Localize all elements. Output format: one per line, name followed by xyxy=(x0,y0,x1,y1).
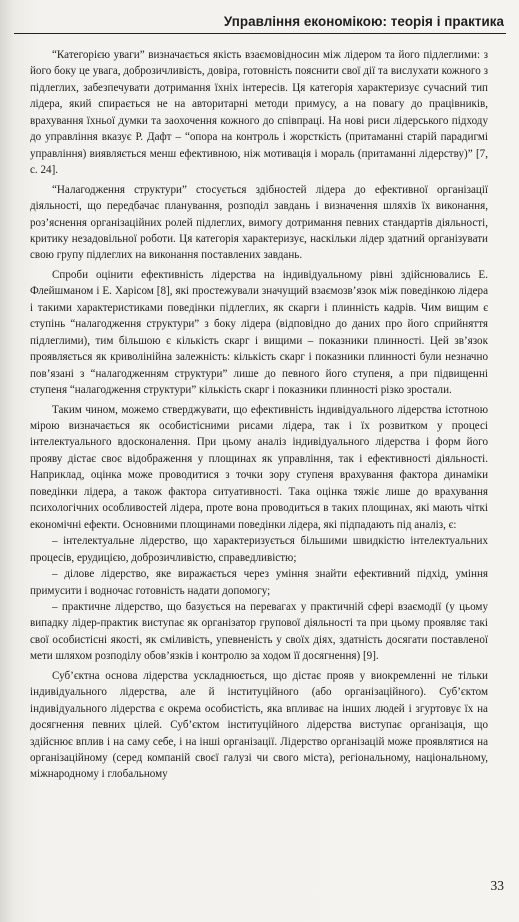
page-number: 33 xyxy=(490,878,504,893)
paragraph-attention-category: “Категорією уваги” визначається якість взаємовідносин між лідером та його підлеглими: з його боку це увага, доброзичливість, довіра, готовність пояснити свої дії та вислухати кожного з підлеглих, забезпечувати дотримання їхніх інтересів. Ця категорія характеризує сучасний тип лідера, який спирається не на авторитарні методи примусу, а на повагу до працівників, врахування їхньої думки та заохочення кожного до співпраці. На нові риси лідерського підходу до управління вказує Р. Дафт – “опора на контроль і жорсткість (притаманні старій парадигмі управління) виявляється менш ефективною, ніж мотивація і мораль (притаманні лідерству)” [7, с. 24]. xyxy=(30,49,488,177)
list-item-intellectual: – інтелектуальне лідерство, що характеризується більшими швидкістю інтелектуальних процесів, ерудицією, доброзичливістю, справедливістю; xyxy=(30,535,488,564)
list-item-practical: – практичне лідерство, що базується на перевагах у практичній сфері взаємодії (у цьому випадку лідер-практик виступає як організатор групової діяльності та при цьому проявляє такі свої особистісні якості, як сміливість, упевненість у своїх діях, здатність досягати поставленої мети шляхом розподілу обов’язків і контролю за ходом її досягнення) [9]. xyxy=(30,600,488,663)
paragraph-fleishman-harris: Спроби оцінити ефективність лідерства на індивідуальному рівні здійснювались Е. Флейшманом і Е. Харісом [8], які простежували значущий взаємозв’язок між поведінкою лідера і такими характеристиками поведінки підлеглих, як скарги і плинність кадрів. Чим вищим є ступінь “налагодження структури” з боку лідера (відповідно до даних про його сприйняття підлеглими), тим більшою є кількість скарг і вищими – показники плинності. Цей зв’язок проявляється як криволінійна залежність: кількість скарг і показники плинності були незначно пов’язані з “налагодженням структури” лише до певного його ступеня, а при підвищенні ступеня “налагодження структури” кількість скарг і показники плинності різко зростали. xyxy=(30,268,488,397)
paragraph-structure-category: “Налагодження структури” стосується здібностей лідера до ефективної організації діяльності, що передбачає планування, розподіл завдань і визначення шляхів їх виконання, роз’яснення організаційних ролей підлеглих, вимогу дотримання певних стандартів діяльності, критику незадовільної роботи. Ця категорія характеризує, наскільки лідер здатний організувати свою групу підлеглих на виконання поставлених завдань. xyxy=(30,183,488,262)
running-header: Управління економікою: теорія і практика xyxy=(223,14,504,29)
body-text xyxy=(30,47,488,783)
header-rule xyxy=(14,33,506,34)
paragraph-conclusion: Таким чином, можемо стверджувати, що ефективність індивідуального лідерства істотною мірою визначається як особистісними рисами лідера, так і їх розвитком у процесі інтелектуального вдосконалення. При цьому аналіз індивідуального лідерства і форм його прояву дістає своє відображення у площинах як управління, так і ефективності діяльності. Наприклад, оцінка може проводитися з точки зору ступеня врахування фактора динаміки поведінки лідера, а також фактора ситуативності. Така оцінка тяжіє лише до врахування психологічних особливостей лідера, проте вона проводиться в таких площинах, які мають чіткі економічні ефекти. Основними площинами поведінки лідера, які підпадають під аналіз, є: xyxy=(30,403,488,531)
paragraph-subject-basis: Суб’єктна основа лідерства ускладнюється, що дістає прояв у виокремленні не тільки індивідуального лідерства, але й інституційного (або організаційного). Суб’єктом індивідуального лідерства є окрема особистість, яка впливає на інших людей і згуртовує їх на досягнення певних цілей. Суб’єктом інституційного лідерства виступає організація, що здійснює вплив і на саму себе, і на інші організації. Лідерство організацій може проявлятися на організаційному (серед компаній своєї галузі чи свого міста), регіональному, національному, міжнародному і глобальному xyxy=(30,669,488,781)
list-item-business: – ділове лідерство, яке виражається через уміння знайти ефективний підхід, уміння примусити і водночас готовність надати допомогу; xyxy=(30,568,488,597)
